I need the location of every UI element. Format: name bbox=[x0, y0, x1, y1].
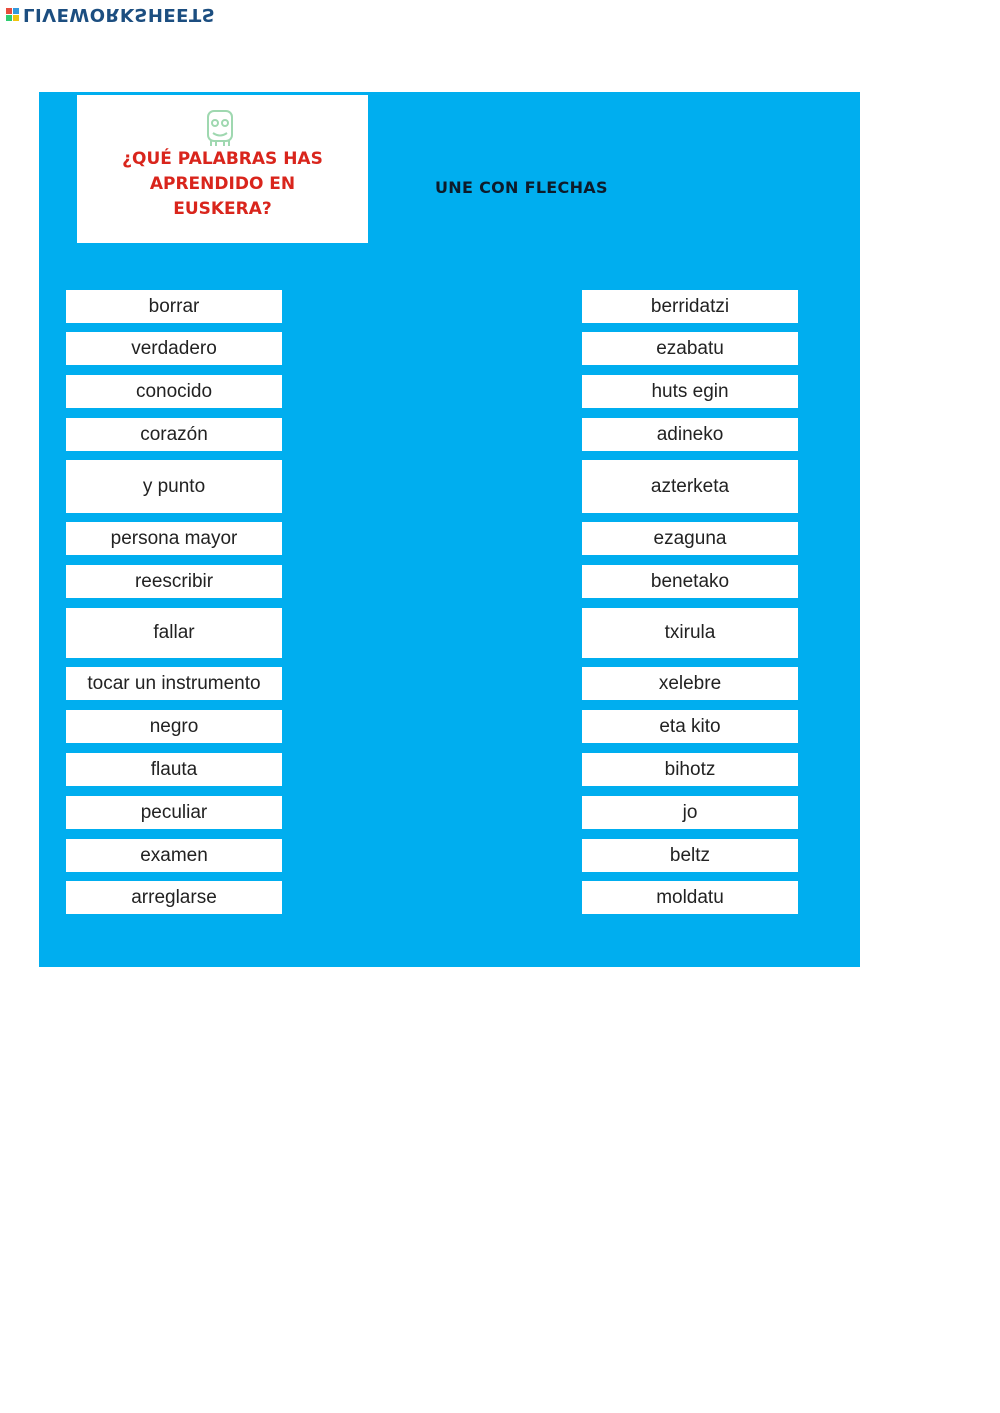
left-word-box[interactable]: reescribir bbox=[66, 565, 282, 598]
left-word-box[interactable]: borrar bbox=[66, 290, 282, 323]
left-word-box[interactable]: arreglarse bbox=[66, 881, 282, 914]
left-word-box[interactable]: y punto bbox=[66, 460, 282, 513]
brand-text: LIVEWORKSHEETS bbox=[23, 4, 216, 25]
left-word-box[interactable]: persona mayor bbox=[66, 522, 282, 555]
mask-icon bbox=[203, 109, 237, 147]
right-word-box[interactable]: huts egin bbox=[582, 375, 798, 408]
worksheet-panel bbox=[39, 92, 860, 967]
right-word-box[interactable]: txirula bbox=[582, 608, 798, 658]
right-word-box[interactable]: adineko bbox=[582, 418, 798, 451]
title-card bbox=[77, 95, 368, 243]
right-word-box[interactable]: azterketa bbox=[582, 460, 798, 513]
right-word-box[interactable]: beltz bbox=[582, 839, 798, 872]
instruction-text: UNE CON FLECHAS bbox=[435, 178, 608, 197]
right-word-box[interactable]: benetako bbox=[582, 565, 798, 598]
left-word-box[interactable]: negro bbox=[66, 710, 282, 743]
right-word-box[interactable]: ezaguna bbox=[582, 522, 798, 555]
logo-squares-icon bbox=[6, 8, 19, 21]
right-word-box[interactable]: ezabatu bbox=[582, 332, 798, 365]
left-word-box[interactable]: corazón bbox=[66, 418, 282, 451]
left-word-box[interactable]: conocido bbox=[66, 375, 282, 408]
worksheet-title: ¿QUÉ PALABRAS HAS APRENDIDO EN EUSKERA? bbox=[122, 149, 323, 219]
left-word-box[interactable]: fallar bbox=[66, 608, 282, 658]
left-word-box[interactable]: verdadero bbox=[66, 332, 282, 365]
right-word-box[interactable]: jo bbox=[582, 796, 798, 829]
right-word-box[interactable]: moldatu bbox=[582, 881, 798, 914]
left-word-box[interactable]: tocar un instrumento bbox=[66, 667, 282, 700]
left-word-box[interactable]: examen bbox=[66, 839, 282, 872]
right-word-box[interactable]: eta kito bbox=[582, 710, 798, 743]
right-word-box[interactable]: xelebre bbox=[582, 667, 798, 700]
left-word-box[interactable]: flauta bbox=[66, 753, 282, 786]
liveworksheets-logo bbox=[6, 4, 215, 24]
right-word-box[interactable]: berridatzi bbox=[582, 290, 798, 323]
right-word-box[interactable]: bihotz bbox=[582, 753, 798, 786]
left-word-box[interactable]: peculiar bbox=[66, 796, 282, 829]
